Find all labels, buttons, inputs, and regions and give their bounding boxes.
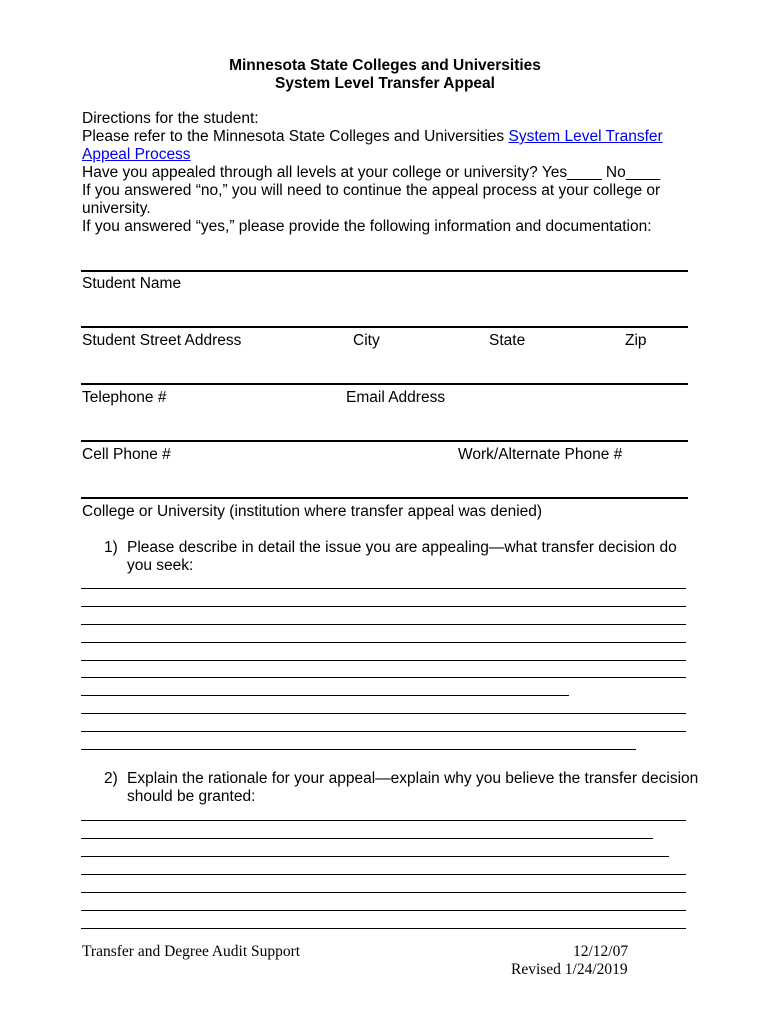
student-name-label: Student Name: [82, 275, 182, 292]
appeal-process-link[interactable]: System Level Transfer: [508, 128, 663, 145]
footer-revised: Revised 1/24/2019: [511, 961, 628, 978]
form-title: Minnesota State Colleges and Universities: [229, 57, 541, 74]
answer-1-line[interactable]: [81, 588, 686, 589]
answer-1-line[interactable]: [81, 695, 569, 696]
answer-1-line[interactable]: [81, 624, 686, 625]
work-phone-label: Work/Alternate Phone #: [458, 446, 623, 463]
cell-work-line[interactable]: [81, 440, 688, 442]
answer-2-line[interactable]: [81, 874, 686, 875]
telephone-label: Telephone #: [82, 389, 167, 406]
answer-2-line[interactable]: [81, 910, 686, 911]
answer-1-line[interactable]: [81, 606, 686, 607]
refer-text: Please refer to the Minnesota State Colleges and Universities: [82, 128, 509, 145]
zip-label: Zip: [625, 332, 647, 349]
yes-answer-text: If you answered “yes,” please provide the following information and documentation:: [82, 218, 652, 235]
answer-2-line[interactable]: [81, 892, 686, 893]
question-2-text-continued: should be granted:: [127, 788, 256, 805]
question-2-number: 2): [104, 770, 118, 787]
email-label: Email Address: [346, 389, 446, 406]
cell-phone-label: Cell Phone #: [82, 446, 171, 463]
answer-1-line[interactable]: [81, 677, 686, 678]
no-answer-text: If you answered “no,” you will need to continue the appeal process at your college or: [82, 182, 661, 199]
answer-2-line[interactable]: [81, 856, 669, 857]
college-label: College or University (institution where transfer appeal was denied): [82, 503, 543, 520]
state-label: State: [489, 332, 526, 349]
answer-1-line[interactable]: [81, 731, 686, 732]
city-label: City: [353, 332, 380, 349]
directions-refer: [82, 128, 663, 146]
directions-link-continued: [82, 146, 191, 164]
footer-date: 12/12/07: [573, 943, 629, 960]
footer-department: Transfer and Degree Audit Support: [82, 943, 301, 960]
answer-2-line[interactable]: [81, 928, 686, 929]
appealed-question: Have you appealed through all levels at your college or university? Yes____ No____: [82, 164, 661, 181]
no-answer-text-continued: university.: [82, 200, 151, 217]
question-1-number: 1): [104, 539, 118, 556]
answer-2-line[interactable]: [81, 820, 686, 821]
answer-1-line[interactable]: [81, 713, 686, 714]
street-address-label: Student Street Address: [82, 332, 242, 349]
address-line[interactable]: [81, 326, 688, 328]
answer-2-line[interactable]: [81, 838, 653, 839]
student-name-line[interactable]: [81, 270, 688, 272]
appeal-process-link-continued[interactable]: Appeal Process: [82, 146, 191, 163]
directions-heading: Directions for the student:: [82, 110, 259, 127]
question-1-text: Please describe in detail the issue you are appealing—what transfer decision do: [127, 539, 677, 556]
answer-1-line[interactable]: [81, 642, 686, 643]
phone-email-line[interactable]: [81, 383, 688, 385]
college-line[interactable]: [81, 497, 688, 499]
question-1-text-continued: you seek:: [127, 557, 194, 574]
form-subtitle: System Level Transfer Appeal: [275, 75, 495, 92]
answer-1-line[interactable]: [81, 749, 636, 750]
question-2-text: Explain the rationale for your appeal—explain why you believe the transfer decision: [127, 770, 699, 787]
answer-1-line[interactable]: [81, 660, 686, 661]
